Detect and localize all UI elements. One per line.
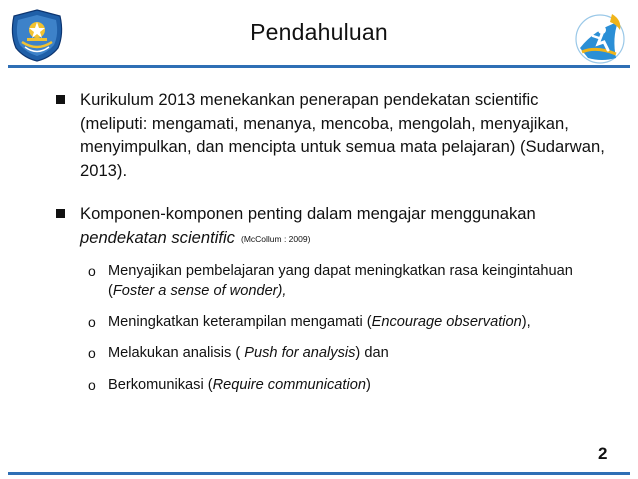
bullet-text [46,202,606,251]
bullet-item [46,202,606,251]
title-divider [8,65,630,68]
sub-item-italic: Require communication [212,377,366,393]
square-bullet-icon [56,95,65,104]
circle-bullet-icon: o [88,263,96,279]
bullet-item [46,88,606,182]
citation: (McCollum : 2009) [240,233,311,244]
sub-item-after: ), [521,314,531,330]
bullet-text-italic: pendekatan scientific [80,227,235,247]
sub-list-item [88,344,608,364]
sub-list-item [88,376,608,396]
sub-item-plain: Melakukan analisis ( [108,345,245,361]
sub-list-item [88,313,608,333]
footer-divider [8,472,630,475]
sub-item-after: ) [365,377,371,393]
circle-bullet-icon: o [88,345,96,361]
kurikulum-2013-logo-icon [572,8,628,66]
sub-item-text [88,262,608,301]
square-bullet-icon [56,209,65,218]
sub-item-plain: Meningkatkan keterampilan mengamati ( [108,314,372,330]
sub-item-plain: Menyajikan pembelajaran yang dapat meningkatkan rasa keingintahuan ( [108,263,573,299]
sub-item-text [88,313,608,333]
sub-list-item [88,262,608,301]
sub-item-italic: Encourage observation [371,314,522,330]
bullet-text-plain: Komponen-komponen penting dalam mengajar menggunakan [80,204,536,223]
sub-item-text [88,376,608,396]
circle-bullet-icon: o [88,314,96,330]
bullet-text: Kurikulum 2013 menekankan penerapan pendekatan scientific (meliputi: mengamati, menanya, mencoba, mengolah, menyajikan, menyimpulkan, dan mencipta untuk semua mata pelajaran) (Sudarwan, 2013). [80,90,605,180]
slide-title: Pendahuluan [250,19,388,45]
sub-item-text [88,344,608,364]
sub-item-italic: Push for analysis [244,345,356,361]
sub-item-italic: Foster a sense of wonder), [112,282,287,299]
circle-bullet-icon: o [88,377,96,393]
sub-item-after: ) dan [355,345,389,361]
sub-item-plain: Berkomunikasi ( [108,377,213,393]
page-number: 2 [598,444,608,463]
